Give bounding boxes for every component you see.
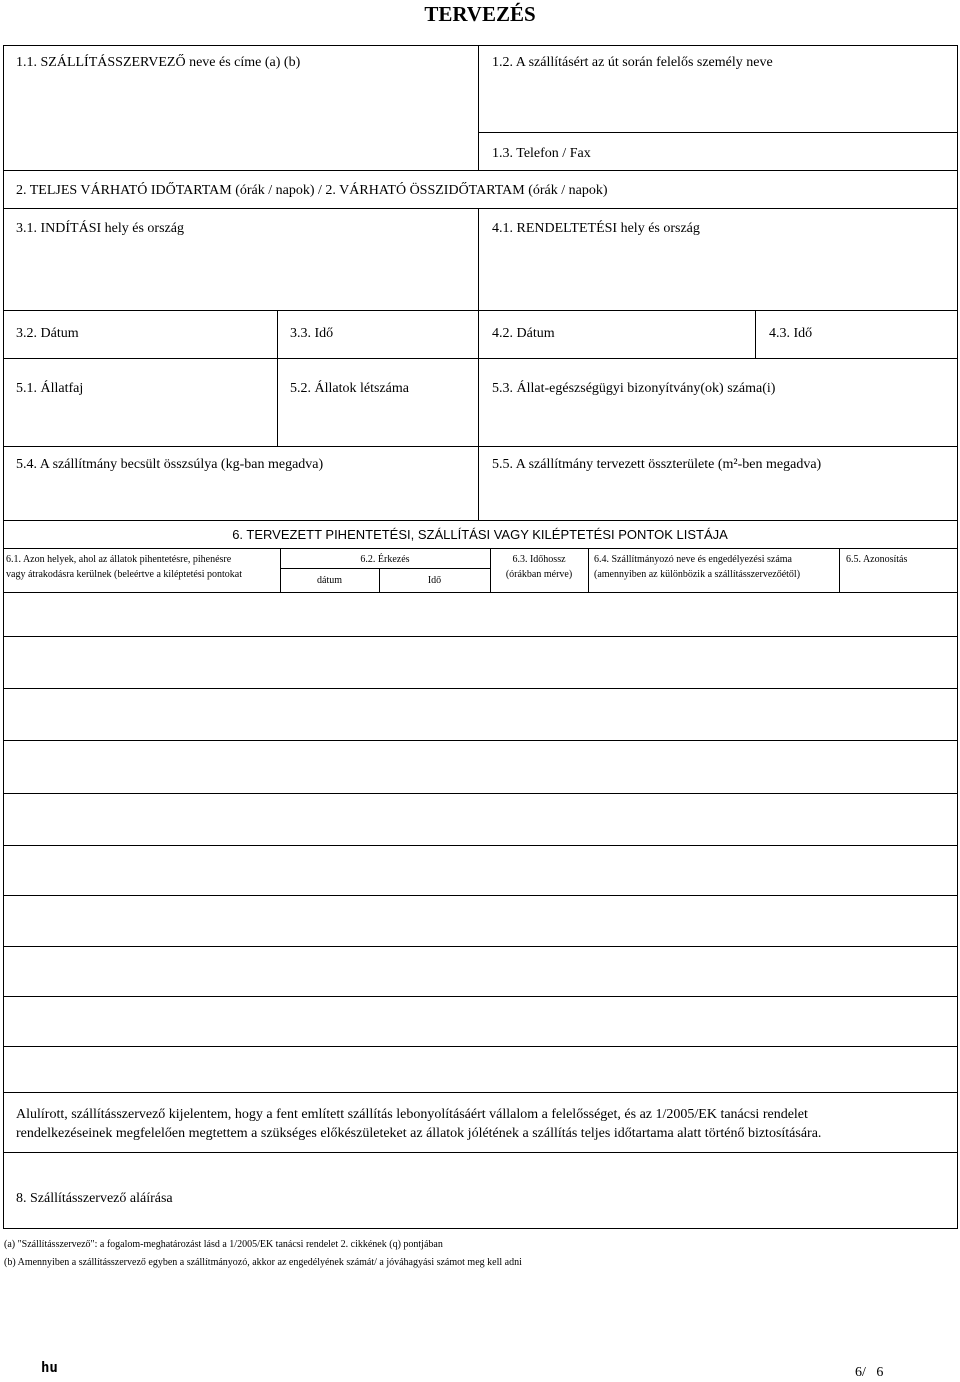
col-places-line2: vagy átrakodásra kerülnek (beleértve a kiléptetési pontokat bbox=[6, 569, 243, 580]
col-places-line1: 6.1. Azon helyek, ahol az állatok pihentetésre, pihenésre bbox=[6, 554, 232, 565]
col-arrival-date: dátum bbox=[317, 575, 342, 586]
signature-label: 8. Szállításszervező aláírása bbox=[16, 1191, 173, 1206]
responsible-person-label: 1.2. A szállításért az út során felelős személy neve bbox=[492, 55, 773, 70]
col-duration-line1: 6.3. Időhossz bbox=[512, 554, 566, 565]
col-transporter-line1: 6.4. Szállítmányozó neve és engedélyezési száma bbox=[594, 554, 792, 565]
phone-fax-label: 1.3. Telefon / Fax bbox=[492, 146, 591, 161]
col-arrival: 6.2. Érkezés bbox=[360, 554, 410, 565]
species-label: 5.1. Állatfaj bbox=[16, 381, 84, 396]
departure-place-label: 3.1. INDÍTÁSI hely és ország bbox=[16, 221, 184, 236]
destination-date-label: 4.2. Dátum bbox=[492, 326, 555, 341]
page-number: 6/ 6 bbox=[855, 1365, 884, 1380]
departure-time-label: 3.3. Idő bbox=[290, 326, 334, 341]
animal-count-label: 5.2. Állatok létszáma bbox=[290, 381, 409, 396]
footnote-a: (a) "Szállításszervező": a fogalom-meghatározást lásd a 1/2005/EK tanácsi rendelet 2. cikkének (q) pontjában bbox=[4, 1239, 443, 1250]
declaration-line2: rendelkezéseinek megfelelően megtettem a szükséges előkészületeket az állatok jólétének a szállítás teljes időtartama alatt történő biztosítására. bbox=[16, 1126, 822, 1141]
stops-list-heading: 6. TERVEZETT PIHENTETÉSI, SZÁLLÍTÁSI VAGY KILÉPTETÉSI PONTOK LISTÁJA bbox=[232, 527, 728, 542]
departure-date-label: 3.2. Dátum bbox=[16, 326, 79, 341]
footnote-b: (b) Amennyiben a szállításszervező egyben a szállítmányozó, akkor az engedélyének számát/ a jóváhagyási számot meg kell adni bbox=[4, 1257, 522, 1268]
destination-place-label: 4.1. RENDELTETÉSI hely és ország bbox=[492, 221, 700, 236]
organiser-name-address-label: 1.1. SZÁLLÍTÁSSZERVEZŐ neve és címe (a) (b) bbox=[16, 55, 301, 70]
col-identification: 6.5. Azonosítás bbox=[846, 554, 908, 565]
planned-area-label: 5.5. A szállítmány tervezett összterülete (m²-ben megadva) bbox=[492, 457, 822, 472]
declaration-line1: Alulírott, szállításszervező kijelentem, hogy a fent említett szállítás lebonyolításáért vállalom a felelősséget, és az 1/2005/EK tanácsi rendelet bbox=[16, 1107, 808, 1122]
estimated-weight-label: 5.4. A szállítmány becsült összsúlya (kg-ban megadva) bbox=[16, 457, 324, 472]
col-duration-line2: (órákban mérve) bbox=[505, 569, 573, 580]
expected-duration-label: 2. TELJES VÁRHATÓ IDŐTARTAM (órák / napok) / 2. VÁRHATÓ ÖSSZIDŐTARTAM (órák / napok) bbox=[16, 183, 608, 198]
health-certificate-label: 5.3. Állat-egészségügyi bizonyítvány(ok) száma(i) bbox=[492, 381, 776, 396]
page-title: TERVEZÉS bbox=[424, 2, 536, 26]
col-arrival-time: Idő bbox=[427, 575, 442, 586]
col-transporter-line2: (amennyiben az különbözik a szállításszervezőétől) bbox=[594, 569, 801, 580]
destination-time-label: 4.3. Idő bbox=[769, 326, 813, 341]
language-code: hu bbox=[41, 1360, 58, 1376]
